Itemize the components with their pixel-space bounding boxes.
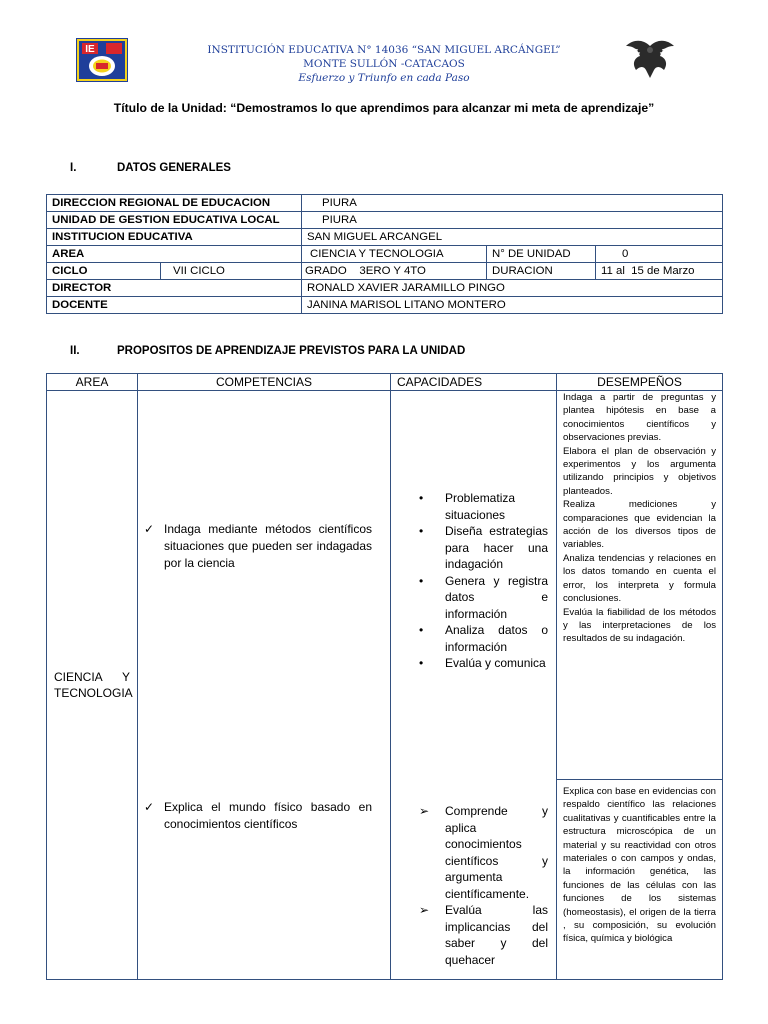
datos-label: DURACION: [487, 263, 596, 280]
desempenos-block: [563, 391, 716, 646]
propositos-table: [46, 373, 723, 980]
desempeno-text: Indaga a partir de preguntas y plantea hipótesis en base a conocimientos científicos y observaciones previas.: [563, 392, 716, 444]
table-row: [47, 391, 723, 980]
datos-label: AREA: [47, 246, 302, 263]
capacidad-text: Problematiza situaciones: [445, 491, 516, 522]
table-row: [47, 280, 723, 297]
bullet-icon: •: [419, 573, 424, 588]
eagle-crest-icon: [624, 36, 676, 80]
datos-value: RONALD XAVIER JARAMILLO PINGO: [302, 280, 723, 297]
list-item: [419, 622, 548, 655]
table-row: [47, 229, 723, 246]
datos-label: N° DE UNIDAD: [487, 246, 596, 263]
datos-value: PIURA: [302, 212, 723, 229]
section-propositos: [70, 345, 465, 357]
table-row: [47, 212, 723, 229]
unit-title: Título de la Unidad: “Demostramos lo que aprendimos para alcanzar mi meta de aprendizaje”: [113, 101, 655, 115]
list-item: [419, 490, 548, 523]
table-row: [47, 246, 723, 263]
datos-value: JANINA MARISOL LITANO MONTERO: [302, 297, 723, 314]
datos-value: 11 al 15 de Marzo: [596, 263, 723, 280]
datos-label: UNIDAD DE GESTION EDUCATIVA LOCAL: [47, 212, 302, 229]
capacidad-text: Evalúa y comunica: [445, 656, 546, 670]
capacidad-text: Analiza datos o información: [445, 623, 548, 654]
section-number: II.: [70, 345, 80, 357]
column-header: DESEMPEÑOS: [557, 374, 723, 391]
datos-value: 0: [596, 246, 723, 263]
column-header: AREA: [47, 374, 138, 391]
list-item: [419, 573, 548, 623]
school-header: [150, 43, 618, 85]
section-title: DATOS GENERALES: [117, 162, 231, 174]
section-title: PROPOSITOS DE APRENDIZAJE PREVISTOS PARA LA UNIDAD: [117, 345, 466, 357]
competencia-text: Indaga mediante métodos científicos situaciones que pueden ser indagadas por la ciencia: [164, 522, 372, 570]
desempeno-text: Explica con base en evidencias con respaldo científico las relaciones cualitativas y cuantificables entre la estructura microscópica de un material y su reactividad con otros materiales o con campos y ondas, la información genética, las funciones de las células con las funciones de los sistemas (homeostasis), el origen de la tierra , su composición, su evolución física, química y biológica: [563, 786, 716, 945]
bullet-icon: •: [419, 623, 424, 637]
datos-label: DOCENTE: [47, 297, 302, 314]
desempenos-block: [563, 785, 716, 946]
list-item: [419, 655, 548, 672]
check-icon: ✓: [144, 522, 155, 536]
datos-label: DIRECTOR: [47, 280, 302, 297]
logo-letters: IE: [85, 44, 95, 55]
capacidades-cell: [391, 391, 557, 980]
bullet-icon: •: [419, 524, 424, 538]
bullet-icon: •: [419, 656, 424, 670]
capacidad-text: Diseña estrategias para hacer una indagación: [445, 524, 548, 571]
section-number: I.: [70, 162, 77, 174]
datos-label: CICLO: [47, 263, 161, 280]
arrow-bullet-icon: ➢: [419, 804, 430, 818]
capacidad-text: Evalúa las implicancias del saber y del quehacer: [445, 903, 548, 967]
capacidades-list: [419, 803, 548, 968]
desempenos-cell: [557, 391, 723, 980]
bullet-icon: •: [419, 491, 424, 505]
area-cell: CIENCIA Y TECNOLOGIA: [47, 391, 138, 980]
section-datos-generales: [70, 162, 231, 174]
list-item: [419, 902, 548, 968]
competencia-text: Explica el mundo físico basado en conocimientos científicos: [164, 800, 372, 831]
competencias-cell: [138, 391, 391, 980]
desempeno-text: Evalúa la fiabilidad de los métodos y las interpretaciones de los resultados de su indagación.: [563, 606, 716, 645]
datos-value: VII CICLO: [161, 263, 302, 280]
datos-value: CIENCIA Y TECNOLOGIA: [302, 246, 487, 263]
divider: [557, 779, 722, 780]
datos-value: PIURA: [302, 195, 723, 212]
list-item: [419, 523, 548, 573]
desempeno-text: Realiza mediciones y comparaciones que evidencian la acción de los diversos tipos de variables.: [563, 499, 716, 551]
table-row: [47, 297, 723, 314]
competencia-item: [144, 799, 372, 833]
arrow-bullet-icon: ➢: [419, 903, 430, 917]
datos-generales-table: [46, 194, 723, 314]
table-row: [47, 195, 723, 212]
column-header: COMPETENCIAS: [138, 374, 391, 391]
capacidad-text: Genera y registra datos e información: [445, 573, 548, 621]
datos-value: SAN MIGUEL ARCANGEL: [302, 229, 723, 246]
table-row: [47, 263, 723, 280]
capacidades-list: [419, 490, 548, 672]
datos-label: INSTITUCION EDUCATIVA: [47, 229, 302, 246]
list-item: [419, 803, 548, 902]
capacidad-text: Comprende y aplica conocimientos científicos y argumenta científicamente.: [445, 804, 548, 901]
check-icon: ✓: [144, 800, 155, 814]
datos-label: DIRECCION REGIONAL DE EDUCACION: [47, 195, 302, 212]
desempeno-text: Elabora el plan de observación y experimentos y los argumenta utilizando principios y objetivos planteados.: [563, 445, 716, 497]
school-location: MONTE SULLÓN -CATACAOS: [303, 58, 465, 70]
school-motto: Esfuerzo y Triunfo en cada Paso: [298, 72, 470, 84]
datos-value: GRADO 3ERO Y 4TO: [302, 263, 487, 280]
school-name: INSTITUCIÓN EDUCATIVA N° 14036 “SAN MIGUEL ARCÁNGEL”: [207, 44, 561, 56]
table-header-row: [47, 374, 723, 391]
column-header: CAPACIDADES: [391, 374, 557, 391]
school-logo: [76, 38, 128, 82]
desempeno-text: Analiza tendencias y relaciones en los datos tomando en cuenta el error, los interpreta y formula conclusiones.: [563, 552, 716, 605]
competencia-item: [144, 521, 372, 572]
